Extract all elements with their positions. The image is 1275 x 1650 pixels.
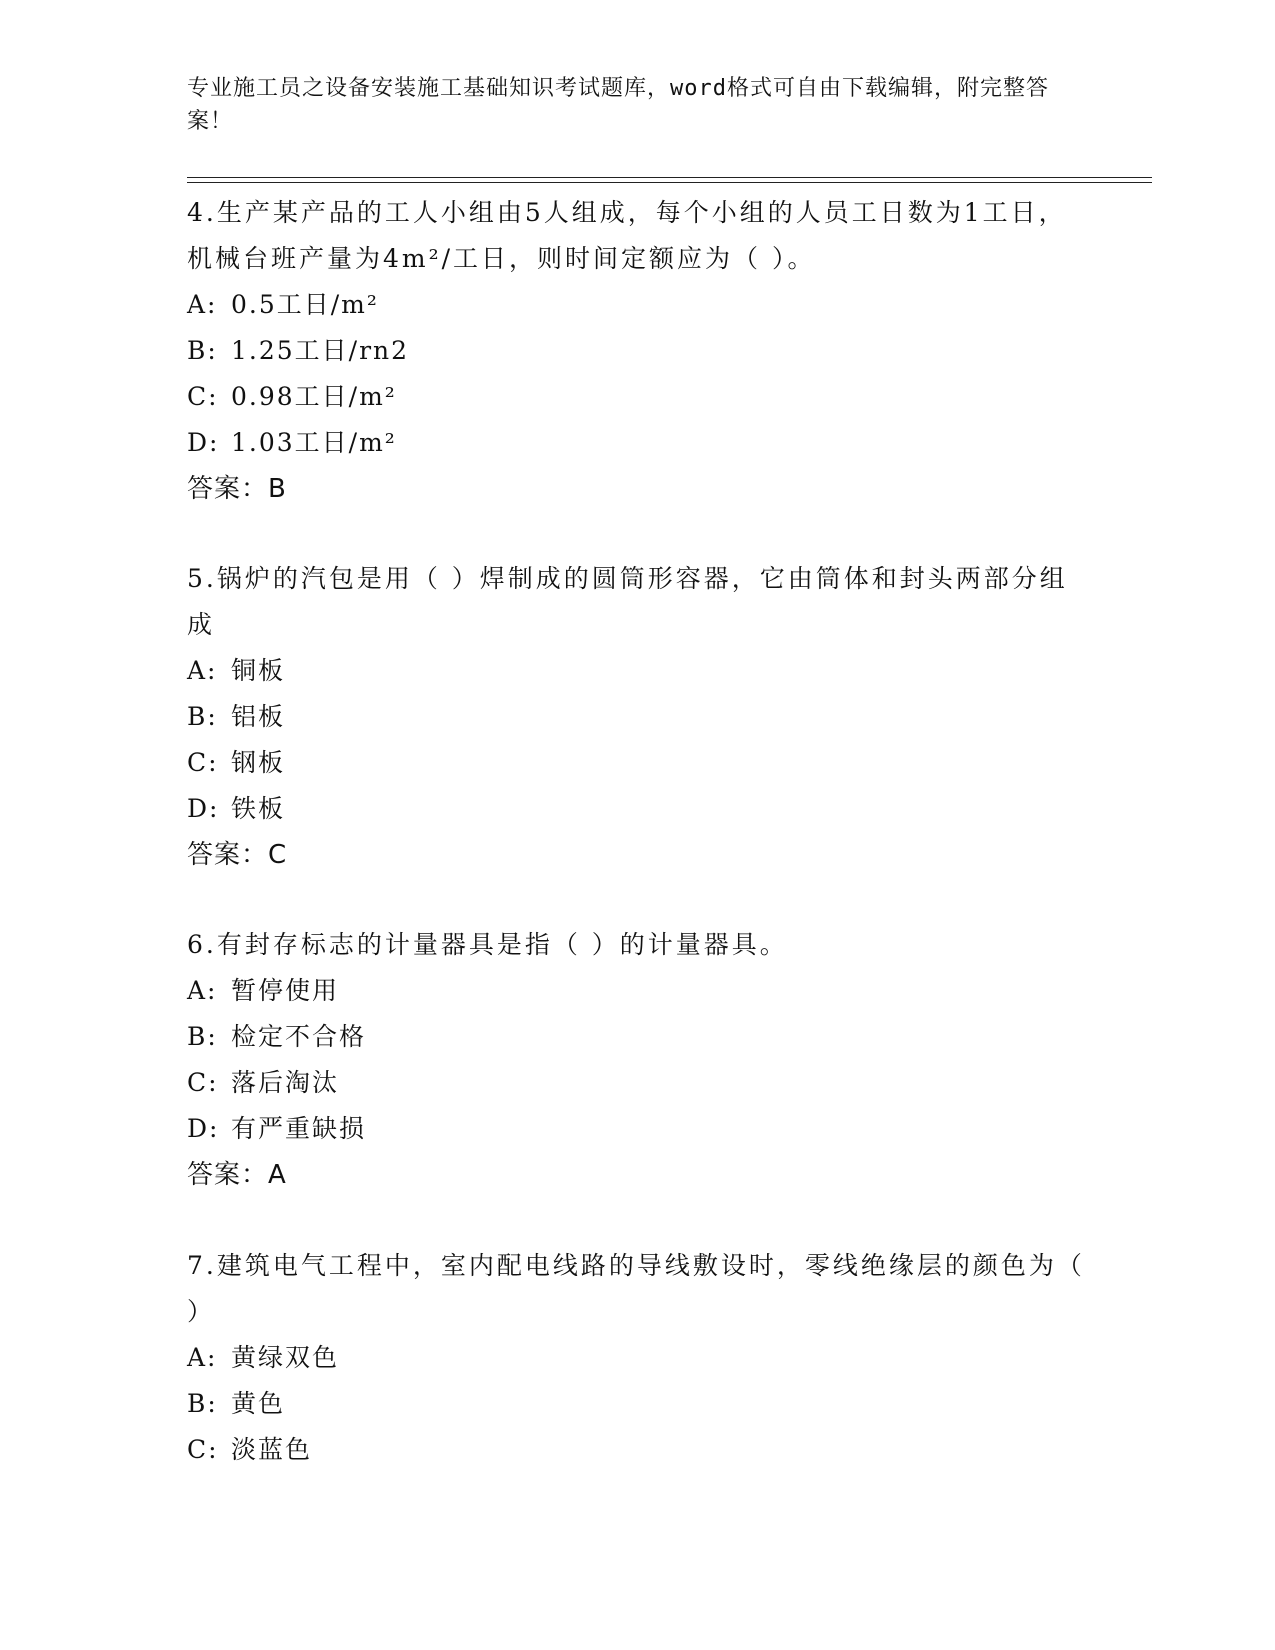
option-letter: D: bbox=[187, 794, 220, 823]
option-text: 铁板 bbox=[231, 794, 286, 823]
option-text: 检定不合格 bbox=[231, 1022, 367, 1051]
option-text: 淡蓝色 bbox=[231, 1435, 313, 1464]
header-title: 专业施工员之设备安装施工基础知识考试题库，word格式可自由下载编辑，附完整答案！ bbox=[187, 76, 1049, 134]
option-a bbox=[187, 968, 1087, 1014]
option-text: 1.03工日/m² bbox=[231, 428, 397, 457]
option-letter: A: bbox=[187, 1343, 218, 1372]
document-header bbox=[187, 72, 1067, 138]
option-b bbox=[187, 328, 1087, 374]
question-7 bbox=[187, 1243, 1087, 1473]
option-c bbox=[187, 1427, 1087, 1473]
header-divider-bottom bbox=[187, 182, 1152, 183]
answer-line: 答案：A bbox=[187, 1160, 287, 1190]
option-letter: A: bbox=[187, 290, 218, 319]
option-letter: B: bbox=[187, 1389, 218, 1418]
question-4 bbox=[187, 190, 1087, 512]
option-text: 0.5工日/m² bbox=[231, 290, 379, 319]
option-text: 暂停使用 bbox=[231, 976, 340, 1005]
option-text: 铜板 bbox=[231, 656, 286, 685]
header-divider-top bbox=[187, 177, 1152, 178]
option-b bbox=[187, 1381, 1087, 1427]
option-a bbox=[187, 648, 1087, 694]
option-text: 1.25工日/rn2 bbox=[231, 336, 410, 365]
question-text: 4.生产某产品的工人小组由5人组成，每个小组的人员工日数为1工日，机械台班产量为4m²/工日，则时间定额应为（ ）。 bbox=[187, 198, 1067, 273]
option-c bbox=[187, 1060, 1087, 1106]
option-letter: C: bbox=[187, 748, 219, 777]
option-a bbox=[187, 1335, 1087, 1381]
option-text: 黄绿双色 bbox=[231, 1343, 340, 1372]
option-a bbox=[187, 282, 1087, 328]
option-c bbox=[187, 374, 1087, 420]
answer-line: 答案：B bbox=[187, 474, 287, 504]
option-letter: C: bbox=[187, 382, 219, 411]
option-text: 钢板 bbox=[231, 748, 286, 777]
option-b bbox=[187, 1014, 1087, 1060]
option-letter: C: bbox=[187, 1068, 219, 1097]
option-text: 0.98工日/m² bbox=[231, 382, 397, 411]
question-6 bbox=[187, 922, 1087, 1198]
option-letter: A: bbox=[187, 976, 218, 1005]
option-letter: A: bbox=[187, 656, 218, 685]
option-d bbox=[187, 420, 1087, 466]
option-d bbox=[187, 1106, 1087, 1152]
question-text: 7.建筑电气工程中，室内配电线路的导线敷设时，零线绝缘层的颜色为（ ） bbox=[187, 1251, 1085, 1326]
option-letter: C: bbox=[187, 1435, 219, 1464]
option-text: 黄色 bbox=[231, 1389, 286, 1418]
question-text: 5.锅炉的汽包是用（ ）焊制成的圆筒形容器，它由筒体和封头两部分组成 bbox=[187, 564, 1068, 639]
option-c bbox=[187, 740, 1087, 786]
question-text: 6.有封存标志的计量器具是指（ ）的计量器具。 bbox=[187, 930, 788, 959]
answer-line: 答案：C bbox=[187, 840, 288, 870]
option-text: 有严重缺损 bbox=[231, 1114, 367, 1143]
option-letter: B: bbox=[187, 1022, 218, 1051]
option-text: 落后淘汰 bbox=[231, 1068, 340, 1097]
option-letter: B: bbox=[187, 702, 218, 731]
option-d bbox=[187, 786, 1087, 832]
option-letter: D: bbox=[187, 1114, 220, 1143]
option-b bbox=[187, 694, 1087, 740]
question-5 bbox=[187, 556, 1087, 878]
option-text: 铝板 bbox=[231, 702, 286, 731]
option-letter: B: bbox=[187, 336, 218, 365]
option-letter: D: bbox=[187, 428, 220, 457]
